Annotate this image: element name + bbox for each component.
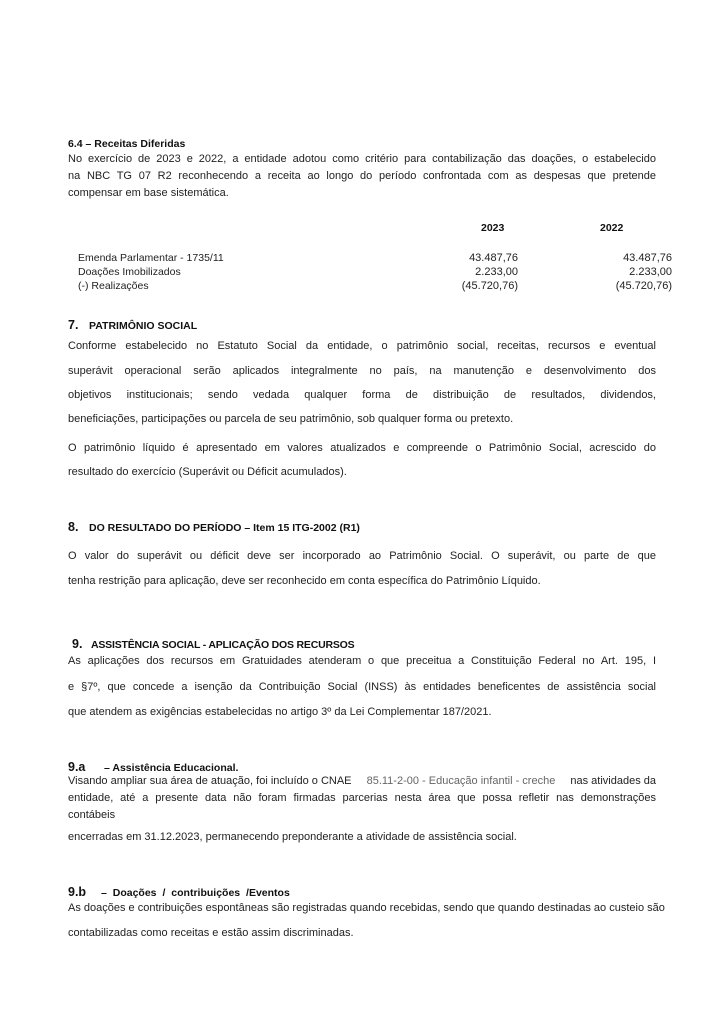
table-cell-2022: (45.720,76) [615, 280, 672, 292]
section-7-line-2: superávit operacional serão aplicados integralmente no país, na manutenção e desenvolvimento dos [68, 365, 656, 377]
section-9a-line-1 [68, 776, 656, 787]
table-cell-2022: 2.233,00 [629, 266, 672, 278]
section-7-line-5: O patrimônio líquido é apresentado em valores atualizados e compreende o Patrimônio Social, acrescido do [68, 442, 656, 454]
section-7-title: PATRIMÔNIO SOCIAL [89, 320, 198, 332]
section-9a-line-3: contábeis [68, 809, 116, 821]
section-7-line-6: resultado do exercício (Superávit ou Déficit acumulados). [68, 466, 347, 478]
table-header-2022: 2022 [600, 222, 624, 234]
table-cell-2023: 43.487,76 [469, 252, 518, 264]
section-7-number: 7. [68, 318, 79, 332]
section-8-number: 8. [68, 520, 79, 534]
section-8-line-1: O valor do superávit ou déficit deve ser incorporado ao Patrimônio Social. O superávit, ou parte de que [68, 550, 656, 562]
section-9a-line-4: encerradas em 31.12.2023, permanecendo preponderante a atividade de assistência social. [68, 831, 517, 843]
section-9a-line-2: entidade, até a presente data não foram firmadas parcerias nesta área que possa refletir nas demonstrações [68, 792, 656, 804]
table-row-label: Doações Imobilizados [78, 266, 181, 278]
section-9-number: 9. [72, 637, 83, 651]
section-6-4-line-2: na NBC TG 07 R2 reconhecendo a receita ao longo do período confrontada com as despesas que pretende [68, 170, 656, 182]
section-9a-line-1-end: nas atividades da [570, 775, 656, 787]
section-8-line-2: tenha restrição para aplicação, deve ser reconhecido em conta específica do Patrimônio Líquido. [68, 575, 541, 587]
table-row-label: (-) Realizações [78, 280, 149, 292]
section-9-line-2: e §7º, que concede a isenção da Contribuição Social (INSS) às entidades beneficentes de assistência social [68, 681, 656, 693]
table-header-2023: 2023 [481, 222, 505, 234]
section-8-title: DO RESULTADO DO PERÍODO – Item 15 ITG-2002 (R1) [89, 522, 360, 534]
table-cell-2023: 2.233,00 [475, 266, 518, 278]
section-9-line-3: que atendem as exigências estabelecidas no artigo 3º da Lei Complementar 187/2021. [68, 706, 492, 718]
section-9b-line-2: contabilizadas como receitas e estão assim discriminadas. [68, 927, 354, 939]
section-9b-title: – Doações / contribuições /Eventos [101, 887, 290, 899]
section-9-line-1: As aplicações dos recursos em Gratuidades atenderam o que preceitua a Constituição Federal no Art. 195, I [68, 655, 656, 667]
table-cell-2023: (45.720,76) [461, 280, 518, 292]
section-9a-line-1-start: Visando ampliar sua área de atuação, foi incluído o CNAE [68, 775, 352, 787]
section-6-4-title: 6.4 – Receitas Diferidas [68, 138, 186, 150]
section-7-line-1: Conforme estabelecido no Estatuto Social da entidade, o patrimônio social, receitas, recursos e eventual [68, 340, 656, 352]
section-7-line-3: objetivos institucionais; sendo vedada qualquer forma de distribuição de resultados, dividendos, [68, 389, 656, 401]
section-9b-line-1: As doações e contribuições espontâneas são registradas quando recebidas, sendo que quando destinadas ao custeio são [68, 903, 665, 914]
section-9a-number: 9.a [68, 760, 86, 774]
section-6-4-line-3: compensar em base sistemática. [68, 187, 229, 199]
section-9-title: ASSISTÊNCIA SOCIAL - APLICAÇÃO DOS RECURSOS [91, 639, 355, 651]
section-6-4-line-1: No exercício de 2023 e 2022, a entidade adotou como critério para contabilização das doações, o estabelecido [68, 153, 656, 165]
table-row-label: Emenda Parlamentar - 1735/11 [78, 252, 224, 264]
table-cell-2022: 43.487,76 [623, 252, 672, 264]
section-9b-number: 9.b [68, 885, 87, 899]
section-9a-title: – Assistência Educacional. [104, 762, 239, 774]
cnae-code: 85.11-2-00 - Educação infantil - creche [366, 775, 556, 787]
section-7-line-4: beneficiações, participações ou parcela de seu patrimônio, sob qualquer forma ou pretexto. [68, 413, 514, 425]
